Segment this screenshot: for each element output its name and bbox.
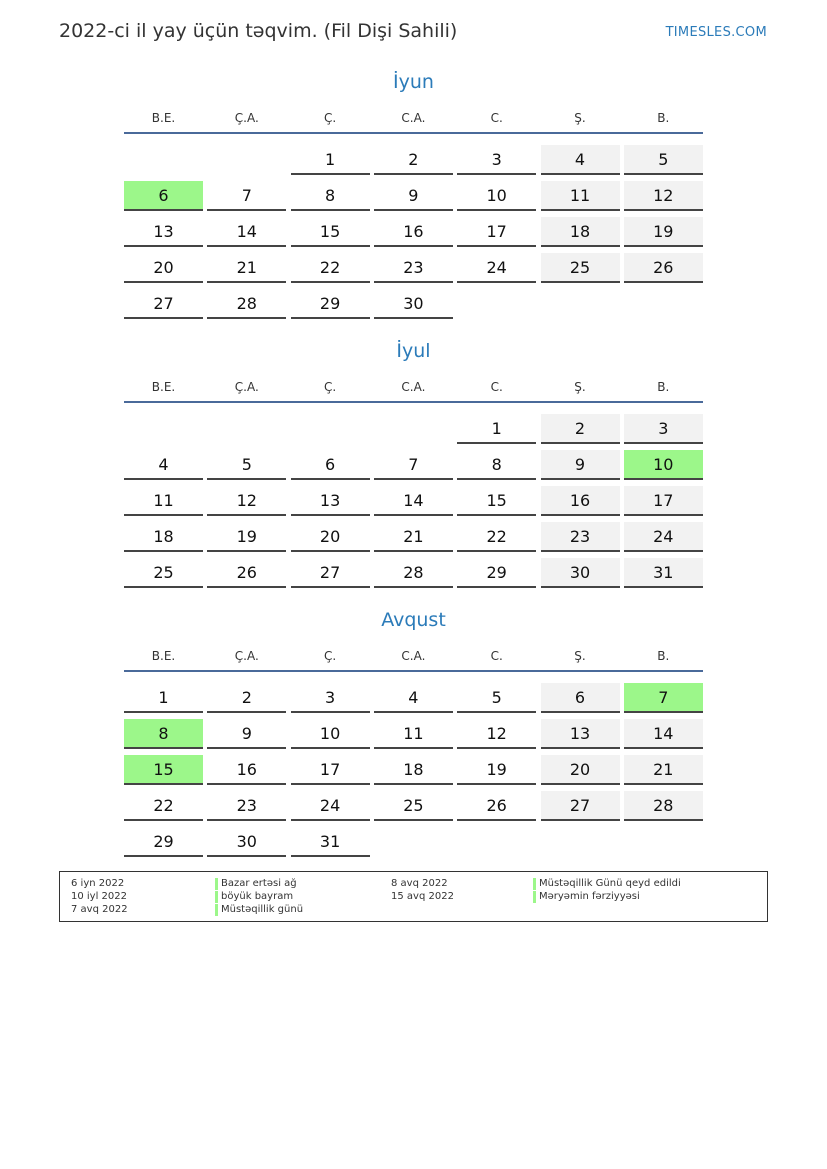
weekday-label: Ç.A. (234, 649, 259, 663)
day-cell: 31 (624, 558, 703, 588)
header-divider (124, 670, 703, 672)
day-cell: 5 (624, 145, 703, 175)
day-cell: 22 (291, 253, 370, 283)
day-cell: 4 (124, 450, 203, 480)
weekday-label: Ç.A. (234, 111, 259, 125)
day-cell: 9 (374, 181, 453, 211)
day-cell-holiday: 7 (624, 683, 703, 713)
weekday-label: Ç. (323, 111, 337, 125)
legend-holiday-name: böyük bayram (215, 891, 293, 903)
day-cell: 17 (624, 486, 703, 516)
day-cell: 13 (541, 719, 620, 749)
day-cell: 17 (457, 217, 536, 247)
day-cell: 10 (291, 719, 370, 749)
weekday-label: C. (490, 380, 503, 394)
day-cell: 25 (374, 791, 453, 821)
day-cell: 11 (541, 181, 620, 211)
day-cell: 12 (457, 719, 536, 749)
day-cell: 24 (457, 253, 536, 283)
day-cell: 13 (291, 486, 370, 516)
day-cell: 3 (291, 683, 370, 713)
day-cell: 7 (374, 450, 453, 480)
weekday-label: Ç. (323, 649, 337, 663)
day-cell-holiday: 10 (624, 450, 703, 480)
day-cell: 9 (207, 719, 286, 749)
day-cell: 18 (541, 217, 620, 247)
day-cell: 1 (124, 683, 203, 713)
day-cell: 11 (124, 486, 203, 516)
header-divider (124, 401, 703, 403)
day-cell: 20 (291, 522, 370, 552)
day-cell: 2 (374, 145, 453, 175)
legend-holiday-name: Müstəqillik Günü qeyd edildi (533, 878, 681, 890)
day-cell: 6 (291, 450, 370, 480)
day-cell-holiday: 8 (124, 719, 203, 749)
day-cell: 21 (374, 522, 453, 552)
day-cell: 15 (291, 217, 370, 247)
day-cell: 30 (207, 827, 286, 857)
day-cell: 5 (457, 683, 536, 713)
day-cell: 21 (624, 755, 703, 785)
weekday-header (124, 647, 703, 665)
page-title: 2022-ci il yay üçün təqvim. (Fil Dişi Sahili) (59, 20, 458, 42)
weekday-label: B. (657, 111, 670, 125)
weekday-label: C. (490, 649, 503, 663)
day-cell: 29 (124, 827, 203, 857)
day-cell: 28 (207, 289, 286, 319)
day-cell: 9 (541, 450, 620, 480)
day-cell: 24 (291, 791, 370, 821)
day-cell: 25 (124, 558, 203, 588)
legend-holiday-name: Bazar ertəsi ağ (215, 878, 297, 890)
month-title: İyun (393, 71, 434, 93)
legend-holiday-name: Məryəmin fərziyyəsi (533, 891, 640, 903)
day-cell: 5 (207, 450, 286, 480)
legend-date: 8 avq 2022 (391, 878, 448, 889)
day-cell: 20 (124, 253, 203, 283)
day-cell: 14 (624, 719, 703, 749)
day-cell: 21 (207, 253, 286, 283)
day-cell: 16 (374, 217, 453, 247)
day-cell: 19 (207, 522, 286, 552)
holiday-legend (59, 871, 768, 922)
month-title: İyul (396, 340, 431, 362)
weekday-label: C. (490, 111, 503, 125)
day-cell: 8 (457, 450, 536, 480)
day-cell: 27 (541, 791, 620, 821)
header-divider (124, 132, 703, 134)
day-cell: 27 (124, 289, 203, 319)
day-cell: 1 (457, 414, 536, 444)
day-cell: 31 (291, 827, 370, 857)
day-cell: 1 (291, 145, 370, 175)
day-cell: 26 (624, 253, 703, 283)
day-cell: 28 (374, 558, 453, 588)
weekday-label: B. (657, 649, 670, 663)
site-link[interactable]: TIMESLES.COM (665, 25, 767, 40)
day-cell: 17 (291, 755, 370, 785)
day-cell: 18 (374, 755, 453, 785)
legend-date: 7 avq 2022 (71, 904, 128, 915)
weekday-label: Ş. (574, 380, 586, 394)
day-cell: 6 (541, 683, 620, 713)
day-cell: 13 (124, 217, 203, 247)
day-cell: 16 (207, 755, 286, 785)
weekday-label: C.A. (401, 111, 426, 125)
weekday-header (124, 378, 703, 396)
day-cell: 23 (374, 253, 453, 283)
day-cell: 28 (624, 791, 703, 821)
day-cell: 29 (457, 558, 536, 588)
day-cell: 11 (374, 719, 453, 749)
legend-date: 15 avq 2022 (391, 891, 454, 902)
day-cell: 30 (374, 289, 453, 319)
day-cell: 10 (457, 181, 536, 211)
day-cell: 26 (457, 791, 536, 821)
weekday-label: Ş. (574, 111, 586, 125)
day-cell: 29 (291, 289, 370, 319)
day-cell-holiday: 15 (124, 755, 203, 785)
day-cell: 3 (624, 414, 703, 444)
day-cell: 20 (541, 755, 620, 785)
weekday-label: Ç.A. (234, 380, 259, 394)
weekday-label: B.E. (151, 111, 176, 125)
weekday-label: B. (657, 380, 670, 394)
day-cell: 24 (624, 522, 703, 552)
day-cell: 2 (207, 683, 286, 713)
weekday-label: B.E. (151, 649, 176, 663)
weekday-label: C.A. (401, 649, 426, 663)
weekday-label: B.E. (151, 380, 176, 394)
legend-holiday-name: Müstəqillik günü (215, 904, 303, 916)
day-cell: 22 (457, 522, 536, 552)
day-cell: 23 (541, 522, 620, 552)
day-cell: 15 (457, 486, 536, 516)
weekday-header (124, 109, 703, 127)
day-cell: 22 (124, 791, 203, 821)
legend-date: 10 iyl 2022 (71, 891, 128, 902)
legend-date: 6 iyn 2022 (71, 878, 125, 889)
weekday-label: Ş. (574, 649, 586, 663)
day-cell: 8 (291, 181, 370, 211)
day-cell: 18 (124, 522, 203, 552)
day-cell: 30 (541, 558, 620, 588)
day-cell-holiday: 6 (124, 181, 203, 211)
day-cell: 19 (624, 217, 703, 247)
day-cell: 23 (207, 791, 286, 821)
month-title: Avqust (381, 609, 446, 631)
day-cell: 2 (541, 414, 620, 444)
weekday-label: Ç. (323, 380, 337, 394)
day-cell: 16 (541, 486, 620, 516)
day-cell: 4 (374, 683, 453, 713)
day-cell: 4 (541, 145, 620, 175)
day-cell: 19 (457, 755, 536, 785)
day-cell: 7 (207, 181, 286, 211)
day-cell: 14 (374, 486, 453, 516)
day-cell: 27 (291, 558, 370, 588)
weekday-label: C.A. (401, 380, 426, 394)
day-cell: 12 (207, 486, 286, 516)
day-cell: 3 (457, 145, 536, 175)
day-cell: 12 (624, 181, 703, 211)
day-cell: 25 (541, 253, 620, 283)
day-cell: 26 (207, 558, 286, 588)
day-cell: 14 (207, 217, 286, 247)
